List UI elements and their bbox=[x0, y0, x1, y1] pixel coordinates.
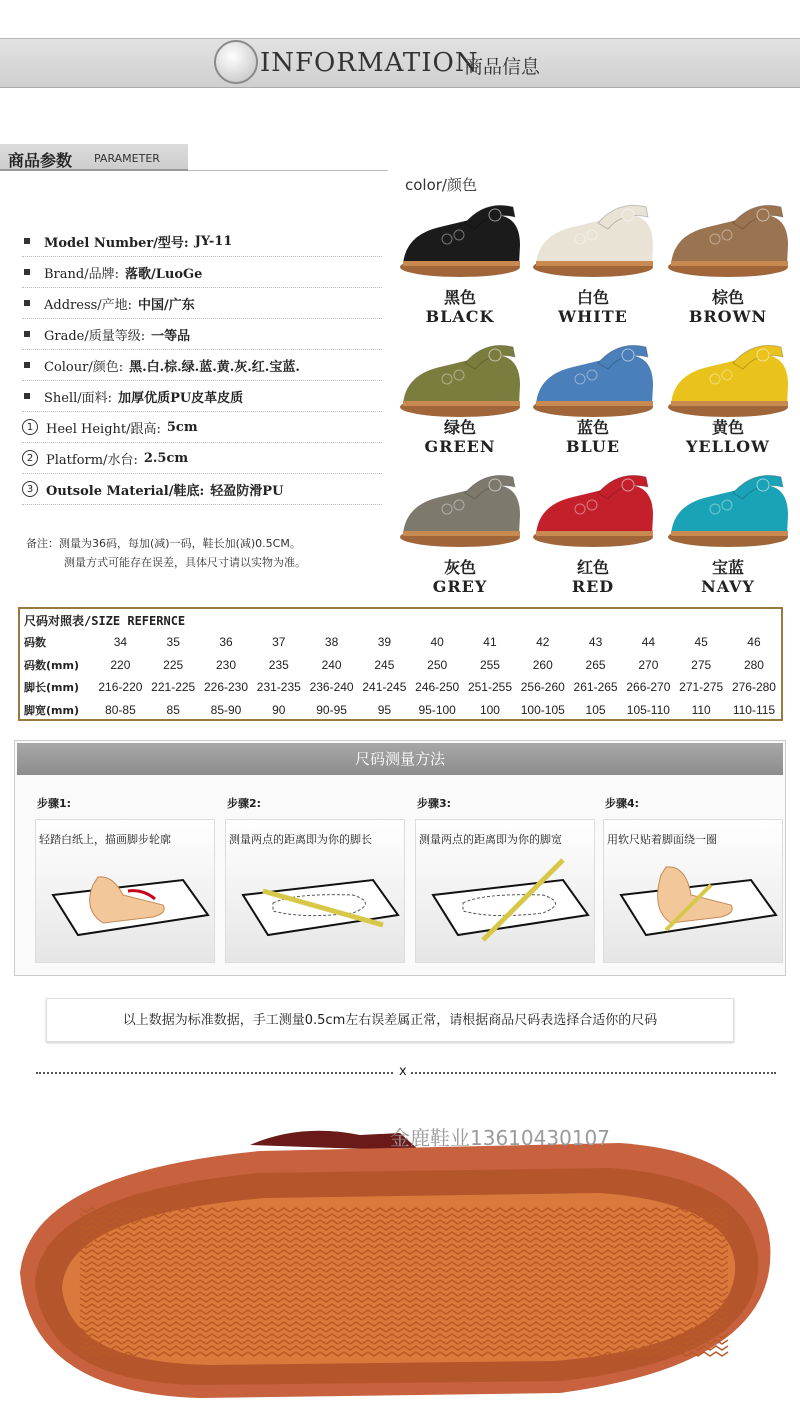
parameter-value: 5cm bbox=[166, 419, 198, 435]
size-cell: 225 bbox=[163, 657, 184, 672]
size-cell: 255 bbox=[479, 657, 500, 672]
size-row-header: 码数(mm) bbox=[24, 658, 79, 672]
measurement-guide bbox=[14, 740, 786, 976]
size-cell: 35 bbox=[166, 635, 180, 649]
shoe-swatch-grey bbox=[395, 465, 525, 555]
size-cell: 110 bbox=[691, 702, 711, 717]
size-cell: 245 bbox=[374, 657, 395, 672]
parameter-list bbox=[22, 226, 382, 505]
parameter-row bbox=[22, 443, 382, 474]
color-name-cn: 白色 bbox=[576, 288, 609, 307]
divider-mark: x bbox=[395, 1064, 411, 1079]
step-description: 轻踏白纸上，描画脚步轮廓 bbox=[39, 833, 171, 846]
size-cell: 280 bbox=[743, 657, 764, 672]
color-name-cn: 宝蓝 bbox=[711, 558, 744, 577]
size-cell: 100 bbox=[479, 702, 500, 717]
size-cell: 85-90 bbox=[210, 702, 242, 717]
size-cell: 261-265 bbox=[573, 680, 618, 694]
parameter-row bbox=[22, 257, 382, 288]
parameter-row bbox=[22, 319, 382, 350]
bullet-icon bbox=[24, 269, 30, 275]
parameter-value: 中国/广东 bbox=[138, 297, 195, 313]
size-cell: 230 bbox=[215, 657, 236, 672]
size-table bbox=[18, 607, 783, 721]
color-label bbox=[390, 418, 530, 456]
size-cell: 90 bbox=[272, 702, 286, 717]
step-label: 步骤4: bbox=[605, 797, 640, 810]
parameter-value: 2.5cm bbox=[143, 450, 189, 466]
size-cell: 276-280 bbox=[731, 680, 776, 694]
color-name-en: BROWN bbox=[688, 307, 768, 326]
color-label bbox=[523, 288, 663, 326]
shoe-swatch-black bbox=[395, 195, 525, 285]
number-circle-icon: 2 bbox=[22, 450, 38, 466]
foot-measure-illustration bbox=[43, 855, 213, 955]
parameter-label: Shell/面料: bbox=[44, 390, 113, 406]
size-cell: 34 bbox=[113, 635, 128, 649]
color-label bbox=[390, 288, 530, 326]
color-label bbox=[658, 418, 798, 456]
number-circle-icon: 1 bbox=[22, 419, 38, 435]
size-cell: 42 bbox=[536, 635, 550, 649]
shoe-swatch-green bbox=[395, 335, 525, 425]
parameter-row bbox=[22, 381, 382, 412]
information-title-cn: 商品信息 bbox=[464, 56, 541, 78]
parameter-row bbox=[22, 474, 382, 505]
size-cell: 95-100 bbox=[418, 702, 456, 717]
size-cell: 45 bbox=[694, 635, 708, 649]
color-name-cn: 黑色 bbox=[443, 288, 476, 307]
note-line-2: 测量方式可能存在误差，具体尺寸请以实物为准。 bbox=[64, 556, 306, 569]
bullet-icon bbox=[24, 362, 30, 368]
size-cell: 265 bbox=[585, 657, 606, 672]
parameter-label: Colour/颜色: bbox=[44, 359, 124, 375]
size-cell: 40 bbox=[430, 635, 444, 649]
parameter-value: 落歌/LuoGe bbox=[124, 266, 203, 282]
color-name-en: GREY bbox=[432, 577, 488, 596]
banner-circle-icon bbox=[214, 40, 258, 84]
color-name-en: RED bbox=[571, 577, 615, 596]
size-note bbox=[26, 534, 306, 572]
size-cell: 260 bbox=[532, 657, 553, 672]
step-description: 测量两点的距离即为你的脚宽 bbox=[419, 833, 562, 846]
size-cell: 100-105 bbox=[520, 702, 565, 717]
size-cell: 80-85 bbox=[105, 702, 136, 717]
color-name-en: BLACK bbox=[425, 307, 495, 326]
foot-measure-illustration bbox=[611, 855, 781, 955]
size-cell: 85 bbox=[166, 702, 180, 717]
parameter-row bbox=[22, 226, 382, 257]
step-description: 测量两点的距离即为你的脚长 bbox=[229, 833, 372, 846]
measure-step bbox=[31, 795, 216, 963]
shoe-swatch-navy bbox=[663, 465, 793, 555]
parameter-value: 一等品 bbox=[151, 328, 191, 344]
size-cell: 43 bbox=[588, 635, 603, 649]
bullet-icon bbox=[24, 331, 30, 337]
color-name-cn: 红色 bbox=[576, 558, 609, 577]
parameter-label: Platform/水台: bbox=[46, 452, 138, 468]
size-table-row bbox=[20, 654, 781, 676]
color-name-cn: 灰色 bbox=[443, 558, 476, 577]
parameter-value: 轻盈防滑PU bbox=[210, 483, 284, 499]
parameter-value: 加厚优质PU皮革皮质 bbox=[118, 390, 244, 406]
shoe-swatch-brown bbox=[663, 195, 793, 285]
size-row-header: 码数 bbox=[24, 636, 46, 649]
shoe-swatch-yellow bbox=[663, 335, 793, 425]
number-circle-icon: 3 bbox=[22, 481, 38, 497]
size-cell: 95 bbox=[377, 702, 392, 717]
parameter-title-cn: 商品参数 bbox=[8, 151, 73, 170]
size-row-header: 脚长(mm) bbox=[24, 681, 79, 694]
color-name-cn: 绿色 bbox=[443, 418, 476, 437]
size-cell: 271-275 bbox=[679, 680, 724, 694]
measurement-title: 尺码测量方法 bbox=[17, 743, 783, 775]
size-table-title: 尺码对照表/SIZE REFERNCE bbox=[24, 614, 186, 628]
information-title: INFORMATION bbox=[260, 48, 479, 78]
color-label bbox=[523, 558, 663, 596]
size-cell: 105-110 bbox=[626, 702, 670, 717]
measure-step bbox=[411, 795, 596, 963]
size-cell: 39 bbox=[377, 635, 392, 649]
size-cell: 38 bbox=[324, 635, 339, 649]
parameter-divider bbox=[188, 170, 388, 171]
foot-measure-illustration bbox=[233, 855, 403, 955]
parameter-label: Grade/质量等级: bbox=[44, 328, 146, 344]
bullet-icon bbox=[24, 238, 30, 244]
measure-step bbox=[599, 795, 784, 963]
size-cell: 46 bbox=[747, 635, 761, 649]
step-label: 步骤3: bbox=[417, 797, 452, 810]
step-label: 步骤2: bbox=[227, 797, 262, 810]
size-cell: 216-220 bbox=[98, 680, 143, 694]
size-cell: 105 bbox=[585, 702, 606, 717]
parameter-title-en: PARAMETER bbox=[94, 152, 160, 165]
size-cell: 241-245 bbox=[362, 680, 407, 694]
size-cell: 250 bbox=[427, 657, 448, 672]
color-name-cn: 蓝色 bbox=[576, 418, 609, 437]
parameter-label: Brand/品牌: bbox=[44, 266, 119, 282]
size-cell: 110-115 bbox=[732, 702, 776, 717]
size-cell: 231-235 bbox=[256, 680, 301, 694]
foot-measure-illustration bbox=[423, 855, 593, 955]
color-label bbox=[523, 418, 663, 456]
step-label: 步骤1: bbox=[37, 797, 72, 810]
size-table-row bbox=[20, 699, 781, 721]
bullet-icon bbox=[24, 300, 30, 306]
step-description: 用软尺贴着脚面绕一圈 bbox=[607, 833, 717, 846]
parameter-label: Model Number/型号: bbox=[44, 235, 189, 251]
size-cell: 266-270 bbox=[626, 680, 671, 694]
size-cell: 270 bbox=[638, 657, 659, 672]
size-table-row bbox=[20, 631, 781, 653]
sole-illustration bbox=[20, 1131, 770, 1398]
size-cell: 256-260 bbox=[520, 680, 565, 694]
bullet-icon bbox=[24, 393, 30, 399]
size-cell: 236-240 bbox=[309, 680, 354, 694]
size-cell: 240 bbox=[321, 657, 342, 672]
parameter-label: Outsole Material/鞋底: bbox=[46, 483, 205, 499]
size-cell: 235 bbox=[268, 657, 289, 672]
watermark: 金鹿鞋业13610430107 bbox=[390, 1126, 610, 1150]
standard-data-note: 以上数据为标准数据，手工测量0.5cm左右误差属正常，请根据商品尺码表选择合适你的尺码 bbox=[46, 998, 734, 1042]
size-cell: 251-255 bbox=[467, 680, 512, 694]
size-cell: 226-230 bbox=[203, 680, 249, 694]
color-name-en: YELLOW bbox=[685, 437, 771, 456]
parameter-row bbox=[22, 350, 382, 381]
color-title: color/颜色 bbox=[405, 176, 477, 194]
size-cell: 221-225 bbox=[151, 680, 196, 694]
color-name-en: BLUE bbox=[565, 437, 621, 456]
size-cell: 220 bbox=[110, 657, 131, 672]
size-cell: 44 bbox=[641, 635, 656, 649]
size-cell: 37 bbox=[272, 635, 286, 649]
size-row-header: 脚宽(mm) bbox=[24, 703, 79, 717]
color-label bbox=[390, 558, 530, 596]
parameter-row bbox=[22, 412, 382, 443]
note-line-1: 备注：测量为36码，每加(减)一码，鞋长加(减)0.5CM。 bbox=[26, 537, 301, 550]
measure-step bbox=[221, 795, 406, 963]
parameter-label: Heel Height/跟高: bbox=[46, 421, 161, 437]
parameter-label: Address/产地: bbox=[44, 297, 133, 313]
size-table-row bbox=[20, 676, 781, 698]
color-name-en: WHITE bbox=[558, 307, 628, 326]
color-name-en: NAVY bbox=[701, 577, 755, 596]
parameter-value: JY-11 bbox=[194, 233, 233, 249]
size-cell: 36 bbox=[219, 635, 233, 649]
size-cell: 90-95 bbox=[316, 702, 347, 717]
color-name-en: GREEN bbox=[424, 437, 496, 456]
color-name-cn: 黄色 bbox=[711, 418, 744, 437]
shoe-swatch-white bbox=[528, 195, 658, 285]
shoe-swatch-red bbox=[528, 465, 658, 555]
shoe-swatch-blue bbox=[528, 335, 658, 425]
size-cell: 275 bbox=[691, 657, 712, 672]
color-label bbox=[658, 558, 798, 596]
size-cell: 41 bbox=[483, 635, 497, 649]
parameter-value: 黑.白.棕.绿.蓝.黄.灰.红.宝蓝. bbox=[129, 359, 300, 375]
color-label bbox=[658, 288, 798, 326]
parameter-row bbox=[22, 288, 382, 319]
color-name-cn: 棕色 bbox=[711, 288, 744, 307]
size-cell: 246-250 bbox=[415, 680, 460, 694]
